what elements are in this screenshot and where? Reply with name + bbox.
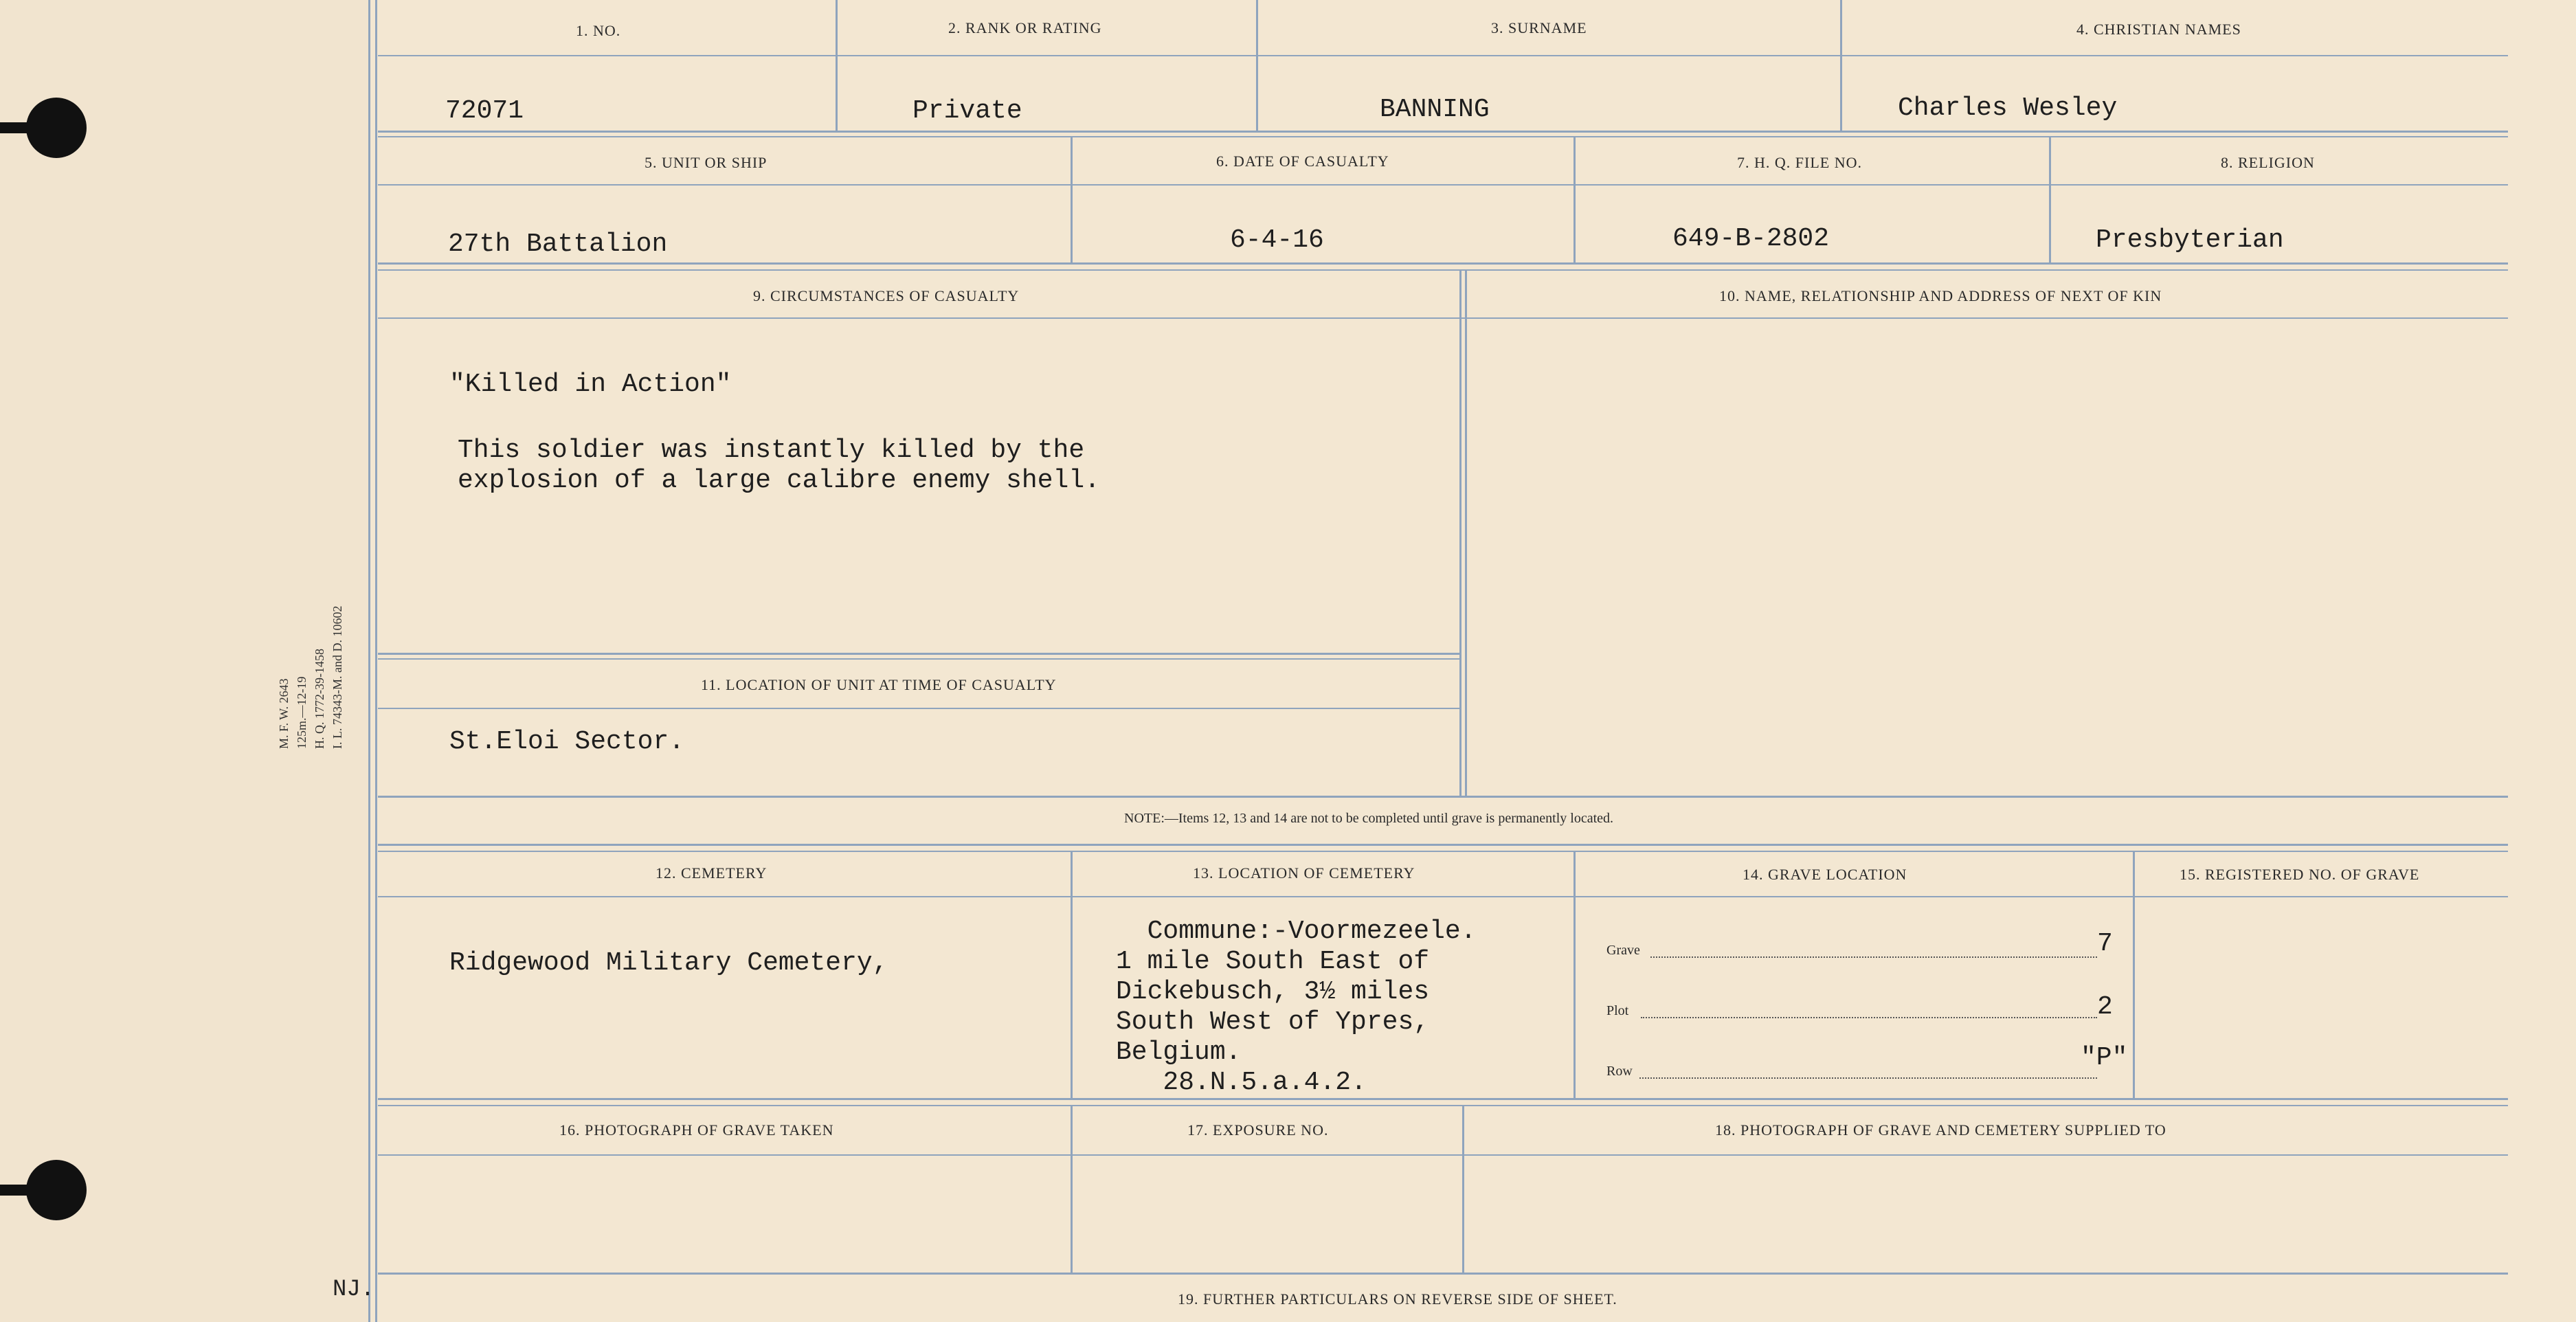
clerk-initials: NJ. bbox=[333, 1277, 375, 1303]
surname-value: BANNING bbox=[1380, 95, 1490, 124]
row-value: "P" bbox=[2081, 1043, 2128, 1073]
christian-names-value: Charles Wesley bbox=[1898, 93, 2118, 123]
row11-top-line bbox=[378, 653, 1459, 655]
hq-file-value: 649-B-2802 bbox=[1672, 224, 1830, 254]
row16-top-line-2 bbox=[378, 1105, 2508, 1106]
header-rank: 2. RANK OR RATING bbox=[948, 19, 1102, 36]
form-code-line: 125m.—12-19 bbox=[295, 676, 309, 749]
header-photo-supplied: 18. PHOTOGRAPH OF GRAVE AND CEMETERY SUPPLIED TO bbox=[1715, 1121, 2166, 1139]
service-number: 72071 bbox=[445, 96, 524, 126]
header-religion: 8. RELIGION bbox=[2221, 154, 2315, 171]
header-photo-taken: 16. PHOTOGRAPH OF GRAVE TAKEN bbox=[559, 1121, 834, 1139]
header-next-of-kin: 10. NAME, RELATIONSHIP AND ADDRESS OF NEXT OF KIN bbox=[1719, 287, 2162, 304]
form-code-line: M. F. W. 2643 bbox=[277, 678, 291, 749]
punch-hole-bottom bbox=[26, 1160, 87, 1220]
date-value: 6-4-16 bbox=[1230, 225, 1324, 255]
plot-value: 2 bbox=[2097, 992, 2113, 1022]
location-unit-value: St.Eloi Sector. bbox=[449, 727, 685, 757]
divider bbox=[1071, 1105, 1073, 1273]
header-registered-no: 15. REGISTERED NO. OF GRAVE bbox=[2180, 866, 2420, 883]
divider bbox=[1071, 851, 1073, 1098]
row2-sub-line bbox=[378, 184, 2508, 186]
note-bottom-line bbox=[378, 844, 2508, 846]
grave-label: Grave bbox=[1606, 943, 1640, 958]
note-top-line bbox=[378, 796, 2508, 798]
row11-top-line-2 bbox=[378, 658, 1459, 660]
circumstances-title: "Killed in Action" bbox=[449, 370, 732, 399]
header-christian-names: 4. CHRISTIAN NAMES bbox=[2076, 21, 2241, 38]
row2-bottom-line-2 bbox=[378, 269, 2508, 271]
punch-hole-top-tab bbox=[0, 122, 34, 133]
form-left-border-inner bbox=[375, 0, 377, 1322]
form-left-border bbox=[368, 0, 370, 1322]
row3-sub-line bbox=[378, 317, 2508, 319]
form-code bbox=[275, 606, 346, 749]
divider bbox=[1573, 137, 1576, 262]
header-exposure: 17. EXPOSURE NO. bbox=[1187, 1121, 1329, 1139]
plot-dots bbox=[1641, 1017, 2097, 1018]
row12-sub-line bbox=[378, 896, 2508, 897]
circumstances-text: This soldier was instantly killed by the explosion of a large calibre enemy shell. bbox=[458, 436, 1100, 495]
row1-bottom-line bbox=[378, 131, 2508, 133]
cemetery-value: Ridgewood Military Cemetery, bbox=[449, 948, 888, 978]
divider bbox=[1071, 137, 1073, 262]
header-no: 1. NO. bbox=[576, 22, 621, 39]
plot-label: Plot bbox=[1606, 1003, 1629, 1018]
religion-value: Presbyterian bbox=[2096, 225, 2284, 255]
unit-value: 27th Battalion bbox=[448, 229, 668, 259]
divider-9-10-2 bbox=[1465, 269, 1467, 796]
form-code-line: H. Q. 1772-39-1458 bbox=[313, 649, 326, 749]
header-grave-location: 14. GRAVE LOCATION bbox=[1743, 866, 1907, 883]
header-date: 6. DATE OF CASUALTY bbox=[1216, 153, 1389, 170]
divider bbox=[1256, 0, 1258, 131]
row1-bottom-line-2 bbox=[378, 136, 2508, 137]
divider bbox=[1573, 851, 1576, 1098]
header-hq-file: 7. H. Q. FILE NO. bbox=[1737, 154, 1862, 171]
row2-bottom-line bbox=[378, 262, 2508, 265]
note-bottom-line-2 bbox=[378, 851, 2508, 852]
row16-top-line bbox=[378, 1098, 2508, 1100]
row1-sub-line bbox=[378, 55, 2508, 56]
header-unit: 5. UNIT OR SHIP bbox=[645, 154, 768, 171]
header-further: 19. FURTHER PARTICULARS ON REVERSE SIDE OF SHEET. bbox=[1178, 1290, 1617, 1308]
divider-9-10 bbox=[1459, 269, 1461, 796]
row-label: Row bbox=[1606, 1064, 1633, 1079]
row19-top-line bbox=[378, 1273, 2508, 1275]
punch-hole-top bbox=[26, 98, 87, 158]
rank-value: Private bbox=[912, 96, 1022, 126]
divider bbox=[2133, 851, 2135, 1098]
header-cemetery: 12. CEMETERY bbox=[656, 864, 768, 882]
divider bbox=[1840, 0, 1842, 131]
divider bbox=[836, 0, 838, 131]
divider bbox=[2049, 137, 2051, 262]
row-dots bbox=[1639, 1077, 2097, 1079]
header-location-cemetery: 13. LOCATION OF CEMETERY bbox=[1193, 864, 1415, 882]
header-circumstances: 9. CIRCUMSTANCES OF CASUALTY bbox=[753, 287, 1020, 304]
grave-value: 7 bbox=[2097, 929, 2113, 959]
divider bbox=[1462, 1105, 1464, 1273]
form-code-line: I. L. 74343-M. and D. 10602 bbox=[331, 605, 344, 749]
grave-dots bbox=[1650, 956, 2097, 958]
header-location-unit: 11. LOCATION OF UNIT AT TIME OF CASUALTY bbox=[701, 676, 1057, 693]
note-text: NOTE:—Items 12, 13 and 14 are not to be completed until grave is permanently located. bbox=[1124, 811, 1614, 826]
location-cemetery-value: Commune:-Voormezeele. 1 mile South East of Dickebusch, 3½ miles South West of Ypres, Belgium. 28.N.5.a.4.2. bbox=[1116, 917, 1477, 1097]
header-surname: 3. SURNAME bbox=[1491, 19, 1587, 36]
row11-sub-line bbox=[378, 708, 1459, 709]
punch-hole-bottom-tab bbox=[0, 1185, 34, 1196]
row16-sub-line bbox=[378, 1154, 2508, 1156]
